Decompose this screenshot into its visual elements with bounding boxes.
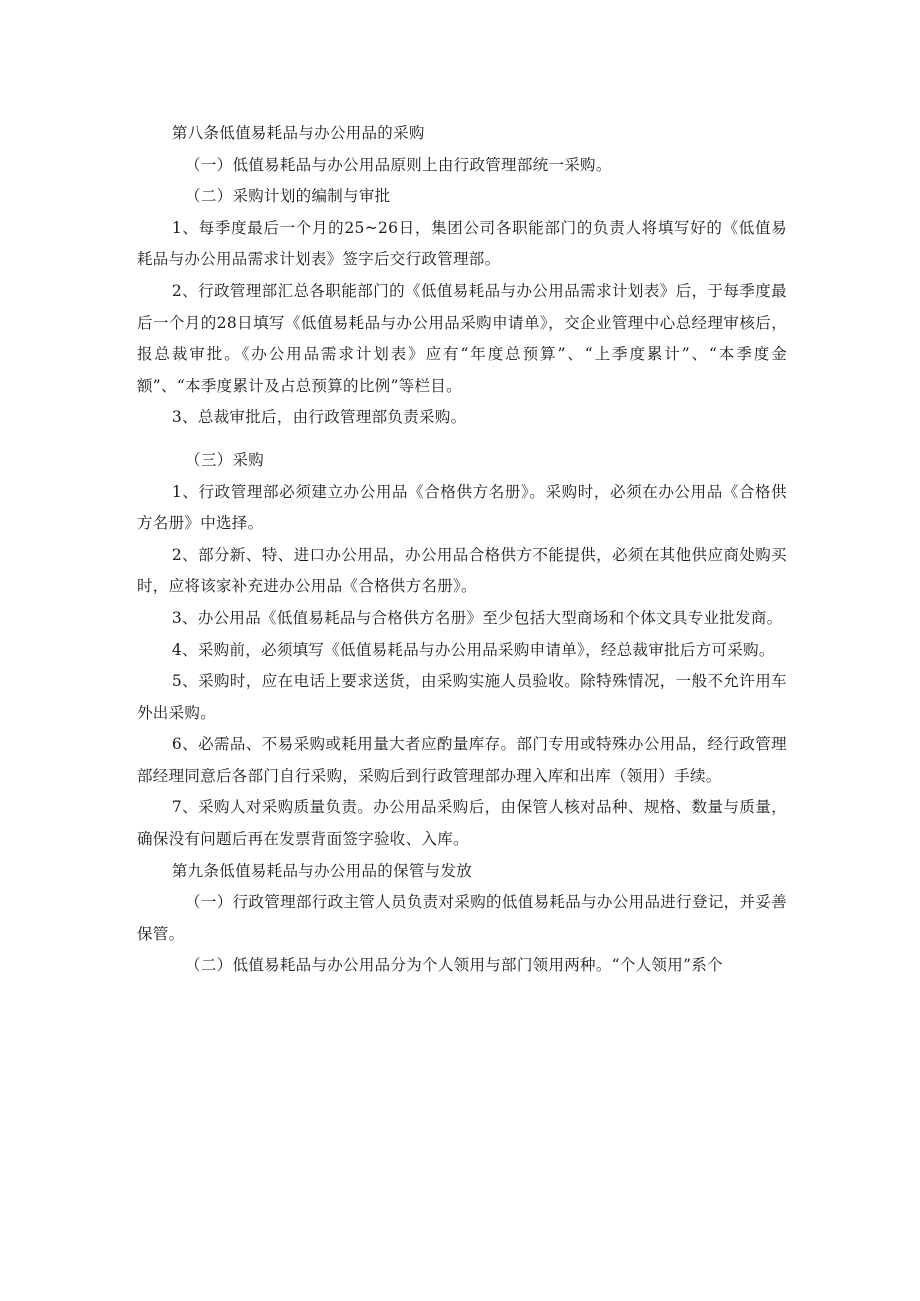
article-9-section-2: （二）低值易耗品与办公用品分为个人领用与部门领用两种。“个人领用”系个 — [185, 956, 723, 975]
article-9-section-1: （一）行政管理部行政主管人员负责对采购的低值易耗品与办公用品进行登记，并妥善保管。 — [137, 893, 787, 943]
article-8-section-3-item-5: 5、采购时，应在电话上要求送货，由采购实施人员验收。除特殊情况，一般不允许用车外出采购。 — [137, 672, 787, 722]
article-8-section-3-item-3: 3、办公用品《低值易耗品与合格供方名册》至少包括大型商场和个体文具专业批发商。 — [171, 608, 783, 627]
article-8-section-3-item-6: 6、必需品、不易采购或耗用量大者应酌量库存。部门专用或特殊办公用品，经行政管理部经理同意后各部门自行采购，采购后到行政管理部办理入库和出库（领用）手续。 — [137, 735, 787, 785]
article-8-section-1: （一）低值易耗品与办公用品原则上由行政管理部统一采购。 — [185, 155, 612, 174]
document-body — [137, 118, 787, 982]
article-8-section-2-item-2: 2、行政管理部汇总各职能部门的《低值易耗品与办公用品需求计划表》后，于每季度最后一个月的28日填写《低值易耗品与办公用品采购申请单》，交企业管理中心总经理审核后，报总裁审批。《办公用品需求计划表》应有“年度总预算”、“上季度累计”、“本季度金额”、“本季度累计及占总预算的比例”等栏目。 — [137, 281, 787, 395]
article-8-section-3-item-4: 4、采购前，必须填写《低值易耗品与办公用品采购申请单》，经总裁审批后方可采购。 — [171, 640, 775, 659]
article-9-heading: 第九条低值易耗品与办公用品的保管与发放 — [171, 861, 473, 880]
article-8-section-2-item-1: 1、每季度最后一个月的25~26日，集团公司各职能部门的负责人将填写好的《低值易耗品与办公用品需求计划表》签字后交行政管理部。 — [137, 218, 787, 269]
article-8-section-2-item-3: 3、总裁审批后，由行政管理部负责采购。 — [171, 408, 467, 427]
article-8-section-3-item-7: 7、采购人对采购质量负责。办公用品采购后，由保管人核对品种、规格、数量与质量，确保没有问题后再在发票背面签字验收、入库。 — [137, 798, 787, 849]
article-8-section-2-heading: （二）采购计划的编制与审批 — [185, 187, 391, 206]
article-8-heading: 第八条低值易耗品与办公用品的采购 — [171, 124, 425, 142]
article-8-section-3-item-2: 2、部分新、特、进口办公用品，办公用品合格供方不能提供，必须在其他供应商处购买时，应将该家补充进办公用品《合格供方名册》。 — [137, 545, 787, 596]
article-8-section-3-heading: （三）采购 — [185, 450, 265, 469]
article-8-section-3-item-1: 1、行政管理部必须建立办公用品《合格供方名册》。采购时，必须在办公用品《合格供方名册》中选择。 — [137, 482, 787, 533]
